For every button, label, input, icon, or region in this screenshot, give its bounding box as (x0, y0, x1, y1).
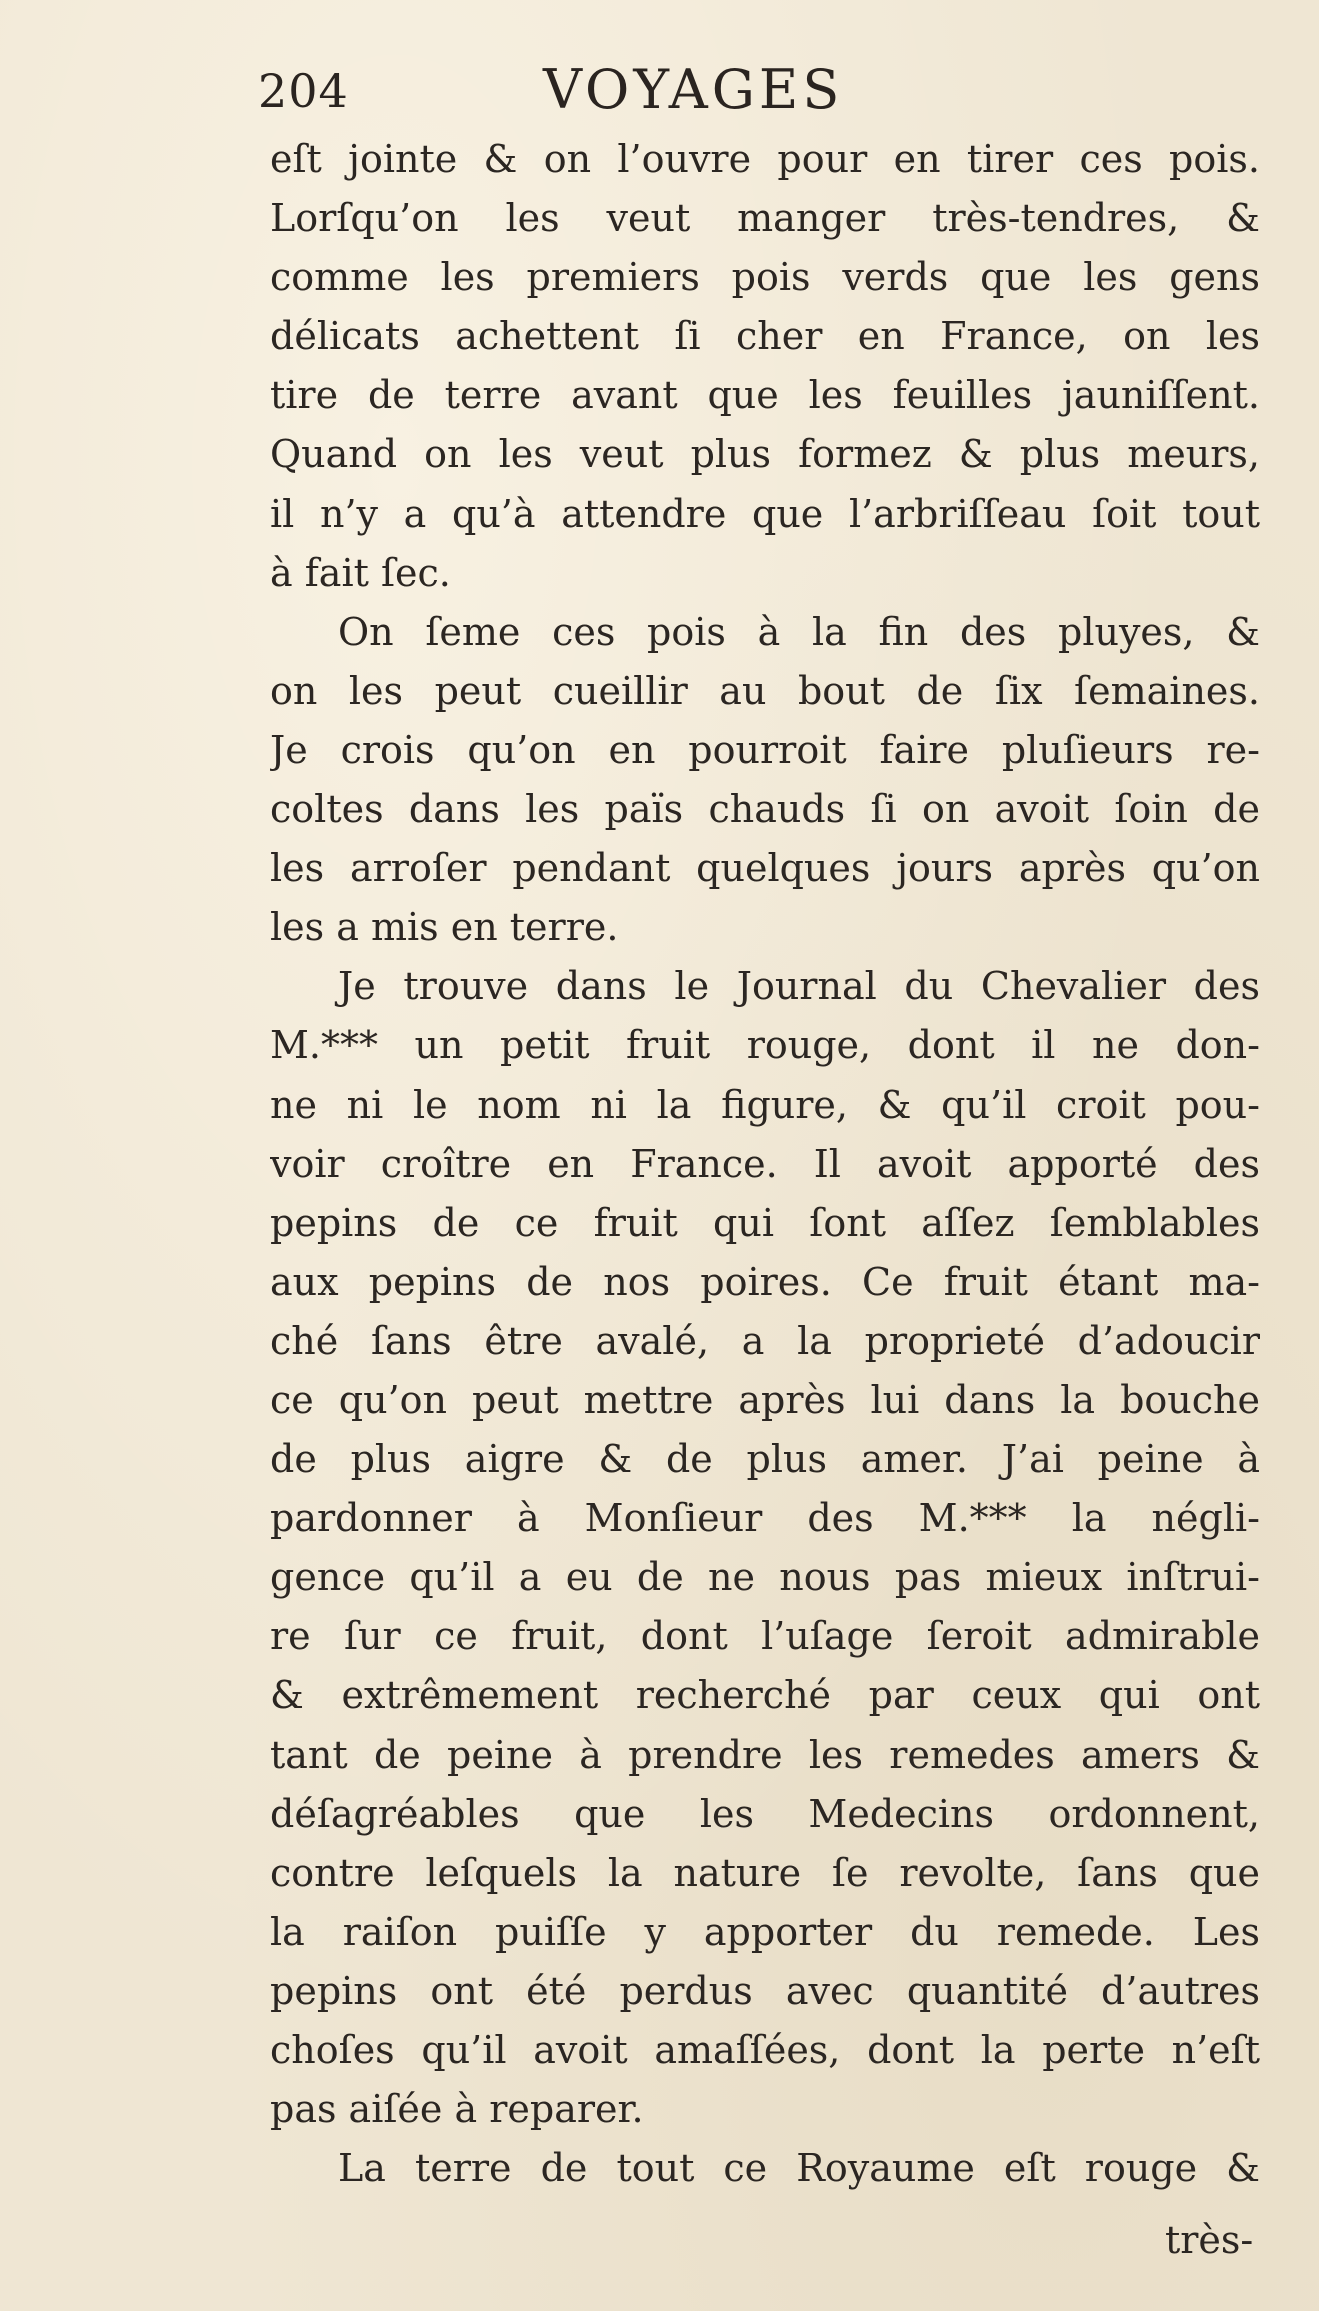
paragraph-start-line: On ſeme ces pois à la fin des pluyes, & (338, 609, 1260, 654)
text-line: tant de peine à prendre les remedes amers & (270, 1732, 1260, 1777)
page-number: 204 (258, 64, 349, 118)
text-line: les a mis en terre. (270, 905, 619, 950)
text-line: coltes dans les païs chauds ſi on avoit ſoin de (270, 787, 1260, 832)
text-line: contre leſquels la nature ſe revolte, ſans que (270, 1850, 1260, 1895)
text-line: la raiſon puiſſe y apporter du remede. Les (270, 1909, 1260, 1954)
text-line: eſt jointe & on l’ouvre pour en tirer ces pois. (270, 137, 1260, 181)
text-line: Quand on les veut plus formez & plus meurs, (270, 432, 1260, 477)
text-line: pas aiſée à reparer. (270, 2087, 644, 2132)
text-line: choſes qu’il avoit amaſſées, dont la perte n’eſt (270, 2028, 1260, 2072)
text-line: Je crois qu’on en pourroit faire pluſieurs re- (270, 727, 1260, 772)
text-line: ne ni le nom ni la figure, & qu’il croit pou- (270, 1082, 1260, 1127)
text-line: voir croître en France. Il avoit apporté des (270, 1141, 1260, 1186)
text-line: délicats achettent ſi cher en France, on les (270, 314, 1260, 359)
text-line: pepins ont été perdus avec quantité d’autres (270, 1968, 1260, 2013)
text-line: comme les premiers pois verds que les gens (270, 255, 1260, 300)
text-line: tire de terre avant que les feuilles jauniſſent. (270, 373, 1260, 418)
text-line: pepins de ce fruit qui ſont aſſez ſemblables (270, 1200, 1260, 1245)
text-line: pardonner à Monſieur des M.*** la négli- (270, 1496, 1260, 1541)
text-line: il n’y a qu’à attendre que l’arbriſſeau ſoit tout (270, 491, 1260, 536)
text-line: à fait ſec. (270, 550, 451, 595)
text-line: re ſur ce fruit, dont l’uſage ſeroit admirable (270, 1614, 1260, 1659)
text-line: ce qu’on peut mettre après lui dans la bouche (270, 1377, 1260, 1422)
text-line: déſagréables que les Medecins ordonnent, (270, 1791, 1260, 1836)
running-title: VOYAGES (543, 58, 844, 121)
text-line: ché ſans être avalé, a la proprieté d’adoucir (270, 1318, 1260, 1363)
paragraph-start-line: La terre de tout ce Royaume eſt rouge & (338, 2146, 1260, 2191)
text-line: les arroſer pendant quelques jours après qu’on (270, 846, 1260, 891)
text-line: aux pepins de nos poires. Ce fruit étant ma- (270, 1259, 1260, 1304)
text-line: Lorſqu’on les veut manger très-tendres, & (270, 196, 1260, 241)
catchword: très- (1165, 2218, 1254, 2262)
text-line: gence qu’il a eu de ne nous pas mieux inſtrui- (270, 1555, 1260, 1600)
text-line: M.*** un petit fruit rouge, dont il ne don- (270, 1023, 1260, 1068)
paragraph-start-line: Je trouve dans le Journal du Chevalier des (338, 964, 1260, 1009)
page-header (258, 58, 1018, 128)
text-line: de plus aigre & de plus amer. J’ai peine à (270, 1437, 1260, 1482)
body-text (270, 130, 1260, 2198)
text-line: on les peut cueillir au bout de ſix ſemaines. (270, 668, 1260, 713)
text-line: & extrêmement recherché par ceux qui ont (270, 1673, 1260, 1718)
